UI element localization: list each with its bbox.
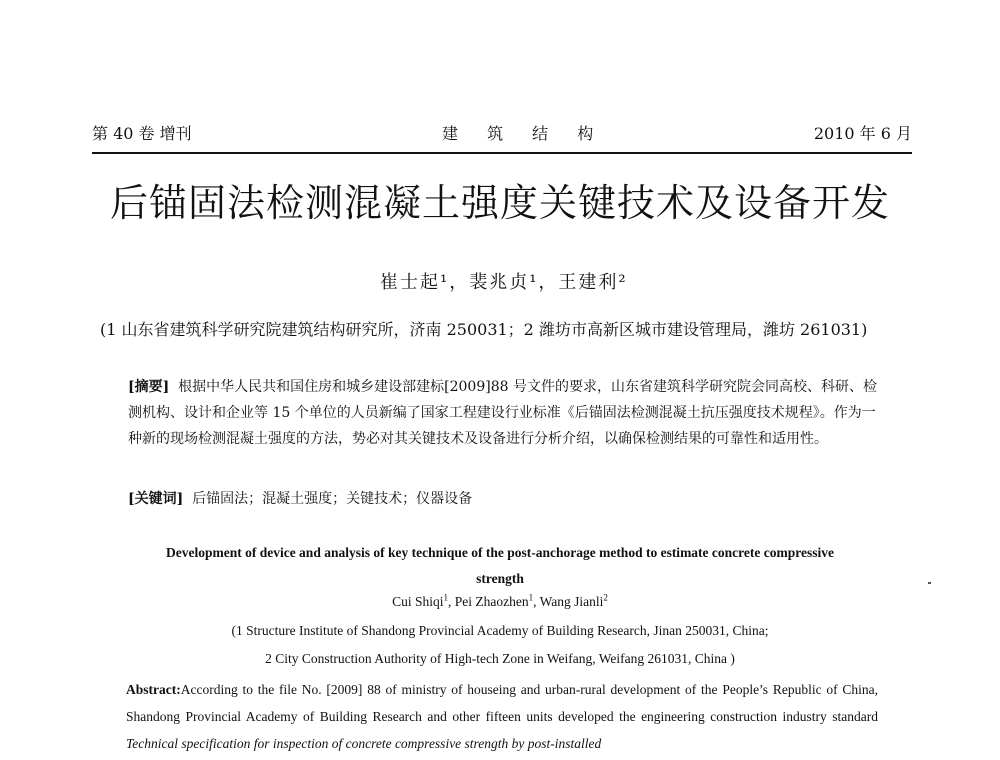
english-abstract-text: According to the file No. [2009] 88 of ministry of houseing and urban-rural development of the People’s Republic of China, Shandong Provincial Academy of Building Research and other fifteen units developed the engineering construction industry standard xyxy=(126,682,878,724)
header-journal: 建 筑 结 构 xyxy=(442,124,606,143)
abstract-cn-text: 根据中华人民共和国住房和城乡建设部建标[2009]88 号文件的要求，山东省建筑科学研究院会同高校、科研、检测机构、设计和企业等 15 个单位的人员新编了国家工程建设行业标准《后锚固法检测混凝土抗压强度技术规程》。作为一种新的现场检测混凝土强度的方法，势必对其关键技术及设备进行分析介绍，以确保检测结果的可靠性和适用性。 xyxy=(128,379,877,447)
running-header xyxy=(92,124,912,150)
english-affiliation-2: 2 City Construction Authority of High-tech Zone in Weifang, Weifang 261031, China ) xyxy=(265,651,735,666)
author-sup: 1 xyxy=(528,592,534,603)
header-rule xyxy=(92,152,912,154)
author-name: Cui Shiqi xyxy=(392,594,444,609)
english-affiliation-1: (1 Structure Institute of Shandong Provincial Academy of Building Research, Jinan 250031, China; xyxy=(231,623,769,638)
keywords-cn xyxy=(128,488,888,510)
english-abstract-italic: Technical specification for inspection of concrete compressive strength by post-installed xyxy=(126,736,602,751)
author-name: Pei Zhaozhen xyxy=(454,594,529,609)
abstract-cn xyxy=(128,374,888,452)
header-volume: 第 40 卷 增刊 xyxy=(92,124,192,143)
english-title: Development of device and analysis of key technique of the post-anchorage method to estimate concrete compressive strength xyxy=(165,545,835,586)
author-name: Wang Jianli xyxy=(539,594,604,609)
header-date: 2010 年 6 月 xyxy=(813,124,912,143)
english-abstract xyxy=(126,676,878,757)
authors-cn: 崔士起¹，裴兆贞¹，王建利² xyxy=(380,272,628,293)
scan-speck xyxy=(928,582,931,584)
english-abstract-label: Abstract: xyxy=(126,682,181,697)
keywords-cn-label: [关键词] xyxy=(128,491,184,507)
author-sup: 2 xyxy=(603,592,608,603)
author-sup: 1 xyxy=(443,592,448,603)
keywords-cn-text: 后锚固法；混凝土强度；关键技术；仪器设备 xyxy=(192,491,473,507)
affiliation-cn: (1 山东省建筑科学研究院建筑结构研究所，济南 250031；2 潍坊市高新区城市建设管理局，潍坊 261031) xyxy=(100,320,868,339)
english-authors: Cui Shiqi$^1$, Pei Zhaozhen$^1$, Wang Jianli$^2$ xyxy=(392,592,608,609)
abstract-cn-label: [摘要] xyxy=(128,379,170,395)
paper-title: 后锚固法检测混凝土强度关键技术及设备开发 xyxy=(110,181,891,225)
